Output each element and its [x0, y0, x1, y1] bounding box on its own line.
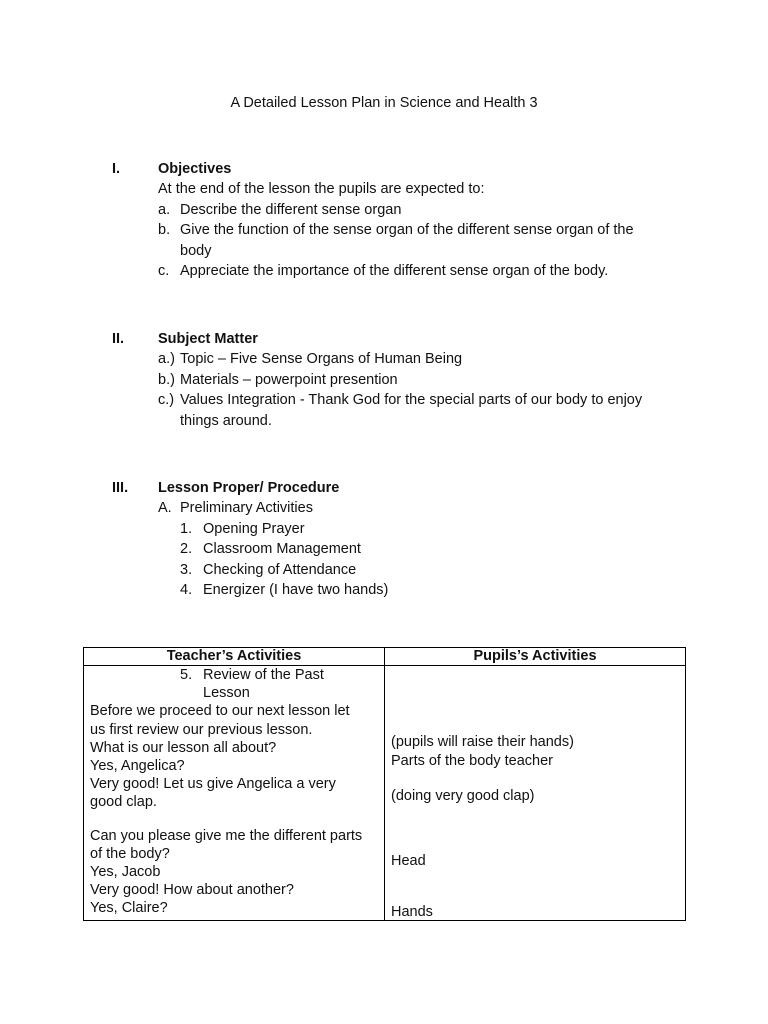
section-numeral: III.: [112, 480, 129, 496]
pupil-line: Parts of the body teacher: [391, 753, 554, 769]
item-text: Topic – Five Sense Organs of Human Being: [180, 351, 463, 367]
item-marker: a.: [158, 201, 171, 218]
section-heading: Lesson Proper/ Procedure: [158, 480, 340, 496]
teacher-line: us first review our previous lesson.: [90, 721, 313, 738]
teacher-line: Yes, Jacob: [90, 864, 161, 881]
step-marker: 3.: [180, 561, 193, 578]
item-text: Materials – powerpoint presention: [180, 371, 398, 388]
step-text: Energizer (I have two hands): [203, 582, 389, 599]
review-heading: [90, 666, 378, 702]
section-heading: Objectives: [158, 161, 232, 177]
activity-step: [158, 560, 668, 581]
teacher-line: Can you please give me the different parts: [90, 827, 363, 844]
item-text: Preliminary Activities: [180, 500, 313, 516]
teacher-line: What is our lesson all about?: [90, 739, 277, 756]
review-line: Review of the Past: [203, 667, 324, 683]
teacher-line: Yes, Claire?: [90, 900, 168, 917]
pupil-line: Head: [391, 853, 426, 869]
item-marker: c.: [158, 263, 170, 280]
item-text: Give the function of the sense organ of the different sense organ of the body: [180, 222, 634, 259]
activity-step: [158, 539, 668, 560]
section-heading: Subject Matter: [158, 331, 258, 347]
pupil-line: (doing very good clap): [391, 788, 535, 804]
objective-item: [158, 200, 668, 221]
item-marker: b.): [158, 371, 175, 388]
header-teacher-activities: Teacher’s Activities: [84, 648, 385, 666]
step-marker: 2.: [180, 541, 193, 558]
preliminary-activities: [158, 498, 668, 519]
pupil-cell: [385, 666, 686, 921]
subject-item: [158, 390, 668, 431]
step-marker: 1.: [180, 520, 193, 537]
teacher-cell: [84, 666, 385, 921]
teacher-line: Very good! Let us give Angelica a very: [90, 776, 336, 793]
table-row: [84, 666, 686, 921]
activity-step: [158, 580, 668, 601]
item-text: Appreciate the importance of the different sense organ of the body.: [180, 263, 609, 280]
document-title: A Detailed Lesson Plan in Science and Health 3: [230, 95, 538, 111]
pupil-line: (pupils will raise their hands): [391, 734, 574, 750]
section-numeral: II.: [112, 331, 125, 347]
table-header-row: [84, 648, 686, 666]
step-text: Classroom Management: [203, 541, 361, 558]
item-marker: b.: [158, 222, 171, 239]
item-marker: c.): [158, 392, 175, 409]
subject-item: [158, 370, 668, 391]
activities-table: [83, 647, 686, 921]
objectives-intro: At the end of the lesson the pupils are expected to:: [158, 181, 485, 197]
teacher-line: good clap.: [90, 794, 157, 811]
activity-step: [158, 519, 668, 540]
subject-item: [158, 349, 668, 370]
item-text: Values Integration - Thank God for the special parts of our body to enjoy things around.: [180, 392, 643, 429]
teacher-line: Very good! How about another?: [90, 882, 294, 899]
teacher-line: Before we proceed to our next lesson let: [90, 703, 350, 720]
section-numeral: I.: [112, 161, 121, 177]
pupil-line: Hands: [391, 904, 433, 920]
review-line: Lesson: [203, 685, 250, 702]
step-marker: 4.: [180, 582, 193, 599]
objective-item: [158, 220, 668, 261]
teacher-line: of the body?: [90, 845, 170, 862]
header-pupils-activities: Pupils’s Activities: [385, 648, 686, 666]
review-marker: 5.: [180, 667, 193, 683]
item-text: Describe the different sense organ: [180, 201, 402, 218]
step-text: Checking of Attendance: [203, 561, 357, 578]
objective-item: [158, 261, 668, 282]
item-marker: a.): [158, 351, 175, 367]
step-text: Opening Prayer: [203, 520, 305, 537]
item-marker: A.: [158, 500, 172, 516]
teacher-line: Yes, Angelica?: [90, 758, 185, 775]
